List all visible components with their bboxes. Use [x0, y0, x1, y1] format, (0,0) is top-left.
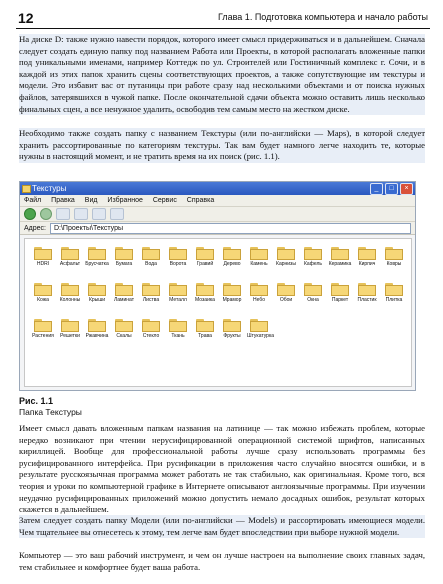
minimize-icon[interactable]: _ [370, 183, 383, 195]
folder-item[interactable] [166, 319, 190, 339]
folder-name: Ткань [171, 333, 185, 339]
folder-icon [169, 247, 187, 260]
folder-icon [169, 319, 187, 332]
folder-name: Карнизы [276, 261, 296, 267]
folder-icon [223, 319, 241, 332]
folder-icon [331, 283, 349, 296]
folder-item[interactable] [220, 247, 244, 267]
folder-name: Ржавчина [85, 333, 109, 339]
folder-icon [88, 319, 106, 332]
page-header [16, 10, 430, 29]
page-number: 12 [18, 10, 34, 26]
folder-name: Вода [145, 261, 157, 267]
address-input[interactable]: D:\Проекты\Текстуры [50, 223, 411, 234]
figure-caption-text: Папка Текстуры [19, 407, 82, 417]
folder-icon [250, 283, 268, 296]
folder-item[interactable] [247, 283, 271, 303]
search-icon[interactable] [74, 208, 88, 220]
folder-icon [223, 247, 241, 260]
folder-icon [304, 247, 322, 260]
window-titlebar [20, 182, 415, 195]
folder-icon [34, 247, 52, 260]
window-title: Текстуры [32, 184, 67, 193]
folder-name: Крыши [88, 297, 106, 303]
folder-icon [250, 247, 268, 260]
folder-icon [223, 283, 241, 296]
paragraph-5: Компьютер — это ваш рабочий инструмент, и чем он лучше настроен на выполнение своих главных задач, тем стабильнее и комфортнее будет ваша работа. [19, 550, 425, 572]
folder-item[interactable] [301, 247, 325, 267]
forward-icon[interactable] [40, 208, 52, 220]
folder-icon [22, 185, 31, 193]
folder-item[interactable] [355, 247, 379, 267]
folder-name: Небо [253, 297, 265, 303]
paragraph-3: Имеет смысл давать вложенным папкам названия на латинице — так можно избежать проблем, которые нередко возникают при чтении нерусифицированной операционной системой шрифтов, написанных кириллицей. Вообще для профессиональной работы лучше сразу использовать программы без русифицированного интерфейса. При русификации в приложения часто случайно вносятся ошибки, и в результате русскоязычная программа может работать не так стабильно, как оригинальная. Кроме того, вся теория и уроки по компьютерной графике в Интернете описывают англоязычные программы. При изучении неудачно русифицированных приложений можно допустить немало досадных ошибок, результат которых скажется в дальнейшем. [19, 423, 425, 515]
folder-item[interactable] [220, 319, 244, 339]
menu-view[interactable]: Вид [84, 197, 98, 204]
folder-name: Камень [250, 261, 268, 267]
folder-name: Кафель [304, 261, 322, 267]
folder-name: Решетки [60, 333, 80, 339]
folder-icon [358, 247, 376, 260]
folder-name: Бумага [115, 261, 133, 267]
folder-item[interactable] [112, 247, 136, 267]
folder-icon [277, 247, 295, 260]
figure-window [19, 181, 416, 391]
folder-name: Металл [169, 297, 187, 303]
folder-name: Керамика [328, 261, 352, 267]
folder-name: Гравий [196, 261, 214, 267]
folder-icon [34, 319, 52, 332]
folder-icon [196, 247, 214, 260]
folder-name: Стекло [142, 333, 160, 339]
folder-item[interactable] [58, 319, 82, 339]
views-icon[interactable] [110, 208, 124, 220]
folder-name: Асфальт [59, 261, 81, 267]
folder-icon [115, 319, 133, 332]
folder-name: Мрамор [222, 297, 242, 303]
folder-name: Окна [307, 297, 319, 303]
folder-item[interactable] [220, 283, 244, 303]
folder-item[interactable] [193, 283, 217, 303]
folder-item[interactable] [247, 319, 275, 339]
folder-icon [88, 283, 106, 296]
folder-name: Скалы [116, 333, 132, 339]
folder-name: Обои [279, 297, 293, 303]
figure-caption-number: Рис. 1.1 [19, 396, 54, 406]
folder-item[interactable] [31, 283, 55, 303]
folder-item[interactable] [85, 283, 109, 303]
menu-file[interactable]: Файл [24, 197, 42, 204]
folder-icon [250, 319, 268, 332]
folder-name: Ламинат [113, 297, 134, 303]
folder-name: Ковры [386, 261, 402, 267]
folder-name: Штукатурка [247, 333, 275, 339]
folder-icon [88, 247, 106, 260]
chapter-title: Глава 1. Подготовка компьютера и начало работы [218, 12, 428, 22]
menu-edit[interactable]: Правка [51, 197, 75, 204]
back-icon[interactable] [24, 208, 36, 220]
folder-item[interactable] [328, 283, 352, 303]
folder-item[interactable] [247, 247, 271, 267]
folder-item[interactable] [58, 247, 82, 267]
folder-icon [169, 283, 187, 296]
folder-icon [115, 247, 133, 260]
folder-item[interactable] [328, 247, 352, 267]
folder-icon [385, 247, 403, 260]
address-label: Адрес: [24, 224, 46, 232]
folder-name: Дерево [223, 261, 241, 267]
folder-item[interactable] [301, 283, 325, 303]
folder-name: Пластик [357, 297, 377, 303]
folder-name: Брусчатка [85, 261, 109, 267]
up-folder-icon[interactable] [56, 208, 70, 220]
folder-item[interactable] [139, 319, 163, 339]
folder-icon [142, 319, 160, 332]
close-icon[interactable]: × [400, 183, 413, 195]
folder-icon [385, 283, 403, 296]
folder-icon [358, 283, 376, 296]
folder-icon [277, 283, 295, 296]
folder-item[interactable] [85, 247, 109, 267]
folder-icon [34, 283, 52, 296]
folder-item[interactable] [193, 247, 217, 267]
folder-item[interactable] [139, 247, 163, 267]
folder-item[interactable] [85, 319, 109, 339]
folder-item[interactable] [274, 283, 298, 303]
folder-item[interactable] [139, 283, 163, 303]
folder-name: Плитка [385, 297, 403, 303]
menu-help[interactable]: Справка [186, 197, 215, 204]
folder-item[interactable] [31, 247, 55, 267]
folder-name: Кирпич [358, 261, 376, 267]
folder-name: Ворота [169, 261, 187, 267]
folder-item[interactable] [166, 283, 190, 303]
folder-item[interactable] [166, 247, 190, 267]
folder-name: Фрукты [223, 333, 241, 339]
folder-name: Листва [142, 297, 160, 303]
folder-item[interactable] [274, 247, 298, 267]
folders-icon[interactable] [92, 208, 106, 220]
folder-item[interactable] [31, 319, 55, 339]
folder-item[interactable] [112, 319, 136, 339]
folder-icon [304, 283, 322, 296]
folder-name: Колонны [59, 297, 81, 303]
maximize-icon[interactable]: □ [385, 183, 398, 195]
menu-tools[interactable]: Сервис [152, 197, 177, 204]
toolbar [20, 207, 415, 222]
folder-icon [61, 283, 79, 296]
folder-icon [142, 283, 160, 296]
menubar [20, 195, 415, 207]
folder-grid [24, 238, 412, 387]
folder-item[interactable] [193, 319, 217, 339]
folder-item[interactable] [112, 283, 136, 303]
folder-icon [115, 283, 133, 296]
folder-name: Растения [32, 333, 54, 339]
folder-name: Паркет [331, 297, 349, 303]
menu-favorites[interactable]: Избранное [107, 197, 143, 204]
folder-name: Мозаика [195, 297, 215, 303]
folder-icon [142, 247, 160, 260]
paragraph-4: Затем следует создать папку Модели (или по-английски — Models) и рассортировать имеющиеся модели. Чем тщательнее вы отнесетесь к этому, тем легче вам будет впоследствии при выборе нужной модели. [19, 515, 425, 537]
folder-name: Кожа [37, 297, 49, 303]
folder-icon [196, 319, 214, 332]
folder-item[interactable] [58, 283, 82, 303]
address-bar [20, 222, 415, 235]
folder-item[interactable] [355, 283, 379, 303]
folder-name: Трава [198, 333, 212, 339]
paragraph-1: На диске D: также нужно навести порядок, которого имеет смысл придерживаться и в дальнейшем. Сначала следует создать единую папку под названием Работа или Проекты, в которой располагать вложенные папки под уникальными именами, например Коттедж по ул. Строителей или Гостиничный комплекс г. Сочи, и в каждой из этих папок хранить сцены соответствующих проектов, а также сопутствующие им текстуры и модели. Это избавит вас от путаницы при работе сразу над несколькими объектами и от поиска нужных файлов, затерявшихся в чужой папке. После окончательной сдачи объекта можно оставить лишь несколько финальных сцен, а все ненужное удалить, освободив тем самым место на жестком диске. [19, 34, 425, 114]
folder-item[interactable] [382, 283, 406, 303]
folder-item[interactable] [382, 247, 406, 267]
folder-icon [61, 319, 79, 332]
folder-name: HDRI [36, 261, 50, 267]
folder-icon [61, 247, 79, 260]
paragraph-2: Необходимо также создать папку с названием Текстуры (или по-английски — Maps), в которой следует хранить рассортированные по категориям текстуры. Так вам будет намного легче находить те, которые нужны в настоящий момент, и не тратить время на их поиск (рис. 1.1). [19, 128, 425, 162]
folder-icon [196, 283, 214, 296]
folder-icon [331, 247, 349, 260]
